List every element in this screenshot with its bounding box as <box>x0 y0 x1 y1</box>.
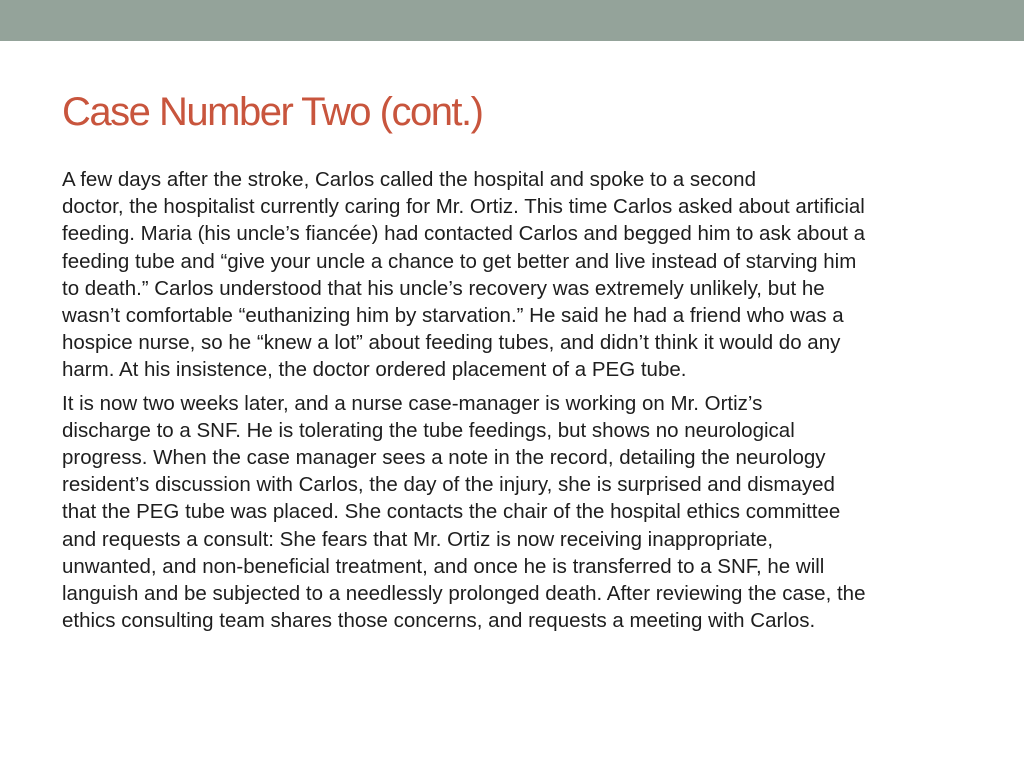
slide-body <box>62 166 972 634</box>
top-accent-bar <box>0 0 1024 41</box>
body-paragraph-2: It is now two weeks later, and a nurse case-manager is working on Mr. Ortiz’s discharge to a SNF. He is tolerating the tube feedings, but shows no neurological progress. When the case manager sees a note in the record, detailing the neurology resident’s discussion with Carlos, the day of the injury, she is surprised and dismayed that the PEG tube was placed. She contacts the chair of the hospital ethics committee and requests a consult: She fears that Mr. Ortiz is now receiving inappropriate, unwanted, and non-beneficial treatment, and once he is transferred to a SNF, he will languish and be subjected to a needlessly prolonged death. After reviewing the case, the ethics consulting team shares those concerns, and requests a meeting with Carlos. <box>62 391 866 633</box>
slide-title: Case Number Two (cont.) <box>62 90 483 134</box>
body-paragraph-1: A few days after the stroke, Carlos called the hospital and spoke to a second doctor, the hospitalist currently caring for Mr. Ortiz. This time Carlos asked about artificial feeding. Maria (his uncle’s fiancée) had contacted Carlos and begged him to ask about a feeding tube and “give your uncle a chance to get better and live instead of starving him to death.” Carlos understood that his uncle’s recovery was extremely unlikely, but he wasn’t comfortable “euthanizing him by starvation.” He said he had a friend who was a hospice nurse, so he “knew a lot” about feeding tubes, and didn’t think it would do any harm. At his insistence, the doctor ordered placement of a PEG tube. <box>62 168 866 382</box>
